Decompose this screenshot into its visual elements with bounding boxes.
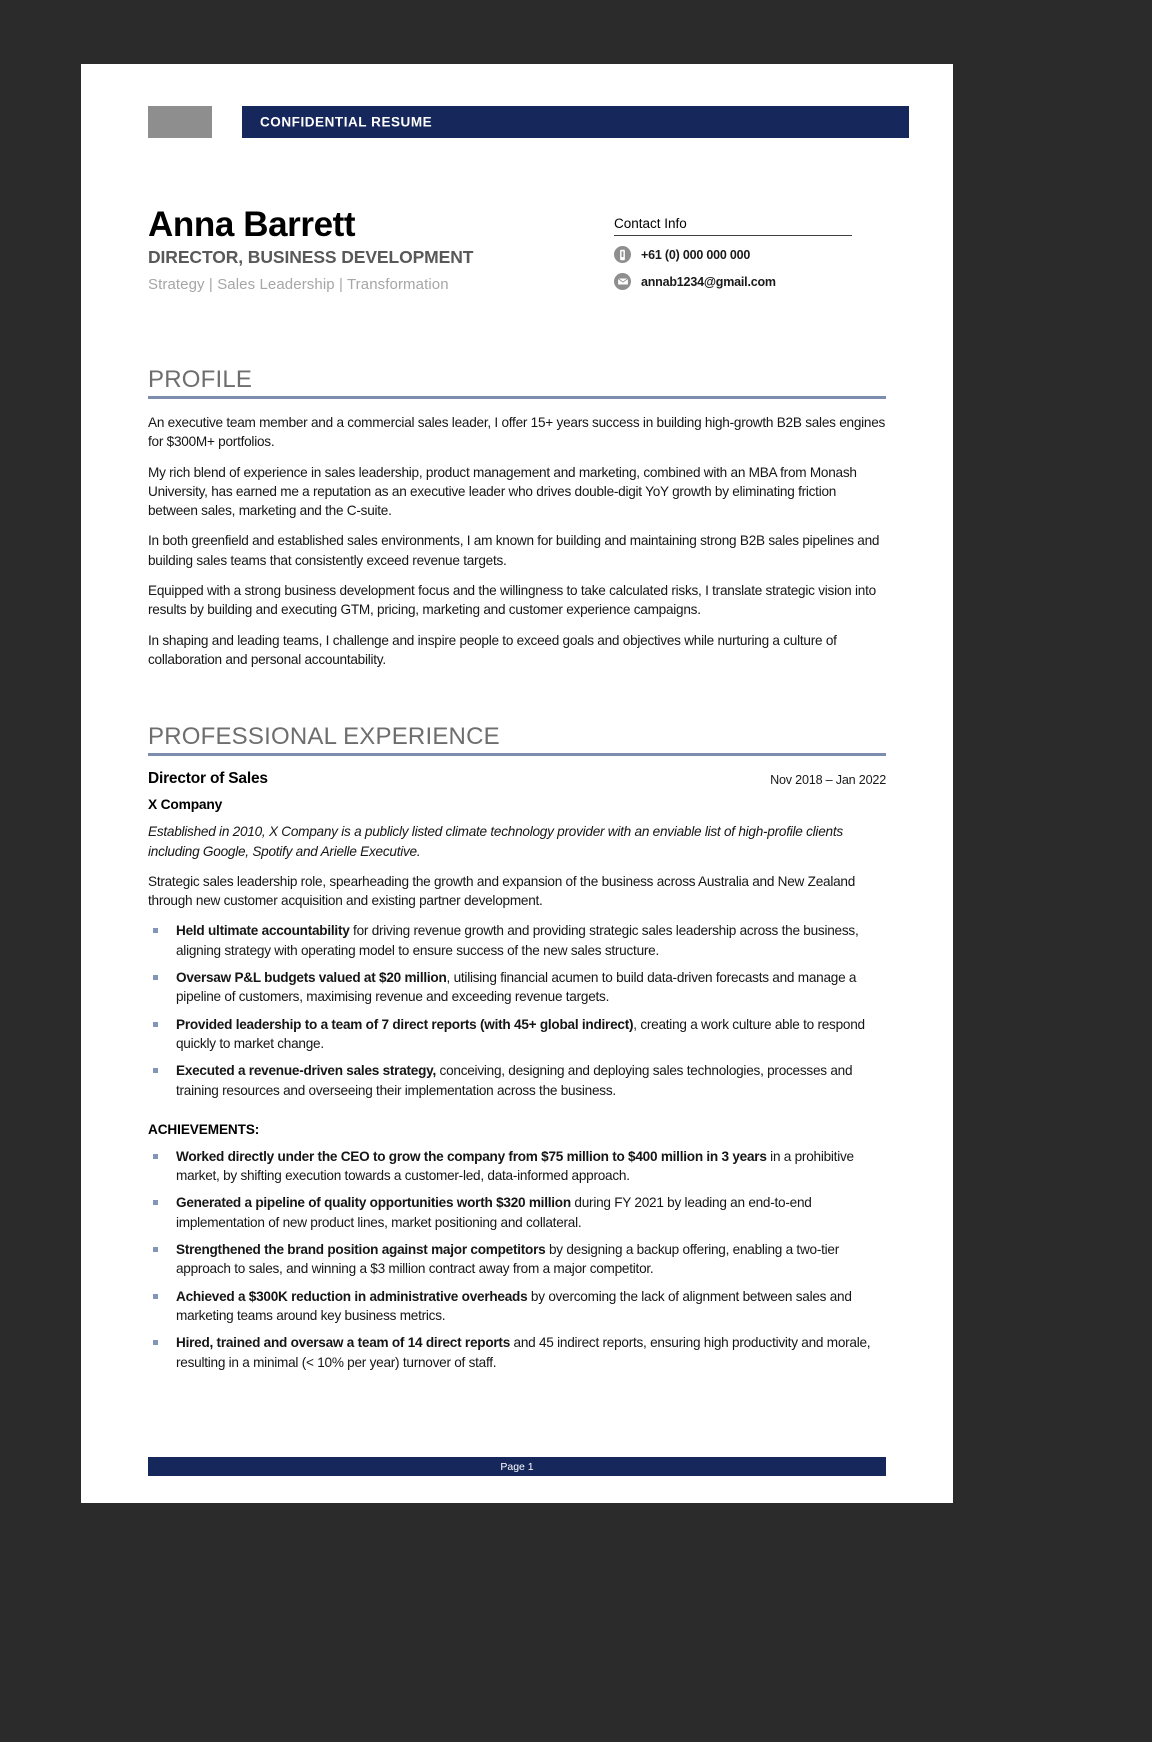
profile-paragraph: Equipped with a strong business development focus and the willingness to take calculated risks, I translate strategic vision into results by building and executing GTM, pricing, marketing and customer experience campaigns. [148,583,876,618]
envelope-icon [614,273,631,290]
bullet-rest: in a prohibitive market, by shifting execution towards a customer-led, data-informed approach. [176,1148,854,1184]
job-company-blurb: Established in 2010, X Company is a publicly listed climate technology provider with an enviable list of high-profile clients including Google, Spotify and Arielle Executive. [148,824,843,859]
experience-section [148,723,886,1372]
list-item [148,921,886,960]
bullet-lead: Oversaw P&L budgets valued at $20 million [176,970,447,986]
profile-paragraph-list [148,413,886,669]
experience-section-title: PROFESSIONAL EXPERIENCE [148,723,500,751]
bullet-lead: Worked directly under the CEO to grow the company from $75 million to $400 million in 3 years [176,1148,767,1164]
list-item [148,968,886,1007]
bullet-lead: Provided leadership to a team of 7 direct reports (with 45+ global indirect) [176,1016,634,1032]
bullet-lead: Strengthened the brand position against major competitors [176,1242,546,1258]
list-item [148,1147,886,1186]
page-footer [148,1457,886,1476]
phone-icon [614,246,631,263]
contact-email-row [614,273,854,290]
achievements-label: ACHIEVEMENTS: [148,1121,260,1137]
profile-section-title: PROFILE [148,366,253,393]
experience-section-rule [148,753,886,756]
bullet-lead: Hired, trained and oversaw a team of 14 direct reports [176,1335,511,1351]
contact-heading: Contact Info [614,216,852,236]
bullet-lead: Generated a pipeline of quality opportunities worth $320 million [176,1195,571,1211]
profile-paragraph: In both greenfield and established sales environments, I am known for building and maintaining strong B2B sales pipelines and building sales teams that consistently exceed revenue targets. [148,533,880,568]
list-item [148,1287,886,1326]
job-summary: Strategic sales leadership role, spearheading the growth and expansion of the business across Australia and New Zealand through new customer acquisition and existing partner development. [148,873,856,909]
list-item [148,1061,886,1100]
contact-phone-row [614,246,854,263]
bullet-lead: Held ultimate accountability [176,923,350,939]
candidate-tagline: Strategy | Sales Leadership | Transformation [148,275,449,293]
job-role: Director of Sales [148,770,268,788]
list-item [148,1333,886,1372]
bullet-rest: conceiving, designing and deploying sales technologies, processes and training resources and overseeing their implementation across the business. [176,1063,853,1098]
name-block [148,206,588,293]
profile-paragraph: An executive team member and a commercial sales leader, I offer 15+ years success in building high-growth B2B sales engines for $300M+ portfolios. [148,415,886,450]
header-band [81,106,953,160]
confidential-banner-label: CONFIDENTIAL RESUME [260,114,433,130]
identity-row [81,206,953,318]
job-dates: Nov 2018 – Jan 2022 [770,773,886,788]
confidential-banner [242,106,909,138]
bullet-rest: by designing a backup offering, enabling a two-tier approach to sales, and winning a $3 million contract away from a major competitor. [176,1242,840,1277]
page-number-label: Page 1 [500,1460,534,1473]
list-item [148,1240,886,1279]
bullet-rest: by overcoming the lack of alignment between sales and marketing teams around key business metrics. [176,1288,852,1323]
profile-section [148,366,886,669]
candidate-name: Anna Barrett [148,205,356,244]
bullet-rest: for driving revenue growth and providing strategic sales leadership across the business, aligning strategy with operating model to ensure success of the new sales structure. [176,923,859,958]
contact-phone-value: +61 (0) 000 000 000 [641,247,751,262]
resume-page [81,64,953,1503]
bullet-lead: Achieved a $300K reduction in administrative overheads [176,1288,528,1304]
logo-placeholder [148,106,212,138]
list-item [148,1193,886,1232]
profile-paragraph: My rich blend of experience in sales leadership, product management and marketing, combined with an MBA from Monash University, has earned me a reputation as an executive leader who drives double-digit YoY growth by eliminating friction between sales, marketing and the C-suite. [148,464,857,519]
contact-block [614,216,854,290]
bullet-rest: and 45 indirect reports, ensuring high productivity and morale, resulting in a minimal (< 10% per year) turnover of staff. [176,1335,871,1370]
job-responsibility-list [148,921,886,1099]
bullet-lead: Executed a revenue-driven sales strategy, [176,1063,436,1079]
job-achievement-list [148,1147,886,1372]
candidate-title: DIRECTOR, BUSINESS DEVELOPMENT [148,246,474,267]
contact-email-value: annab1234@gmail.com [641,274,776,289]
bullet-rest: , creating a work culture able to respond quickly to market change. [176,1016,865,1051]
list-item [148,1015,886,1054]
profile-paragraph: In shaping and leading teams, I challenge and inspire people to exceed goals and objectives while nurturing a culture of collaboration and personal accountability. [148,632,837,667]
job-company: X Company [148,797,223,813]
job-header [148,770,886,790]
profile-section-rule [148,396,886,399]
bullet-rest: , utilising financial acumen to build data-driven forecasts and manage a pipeline of customers, maximising revenue and exceeding revenue targets. [176,970,857,1005]
bullet-rest: during FY 2021 by leading an end-to-end implementation of new product lines, market positioning and collateral. [176,1195,812,1230]
